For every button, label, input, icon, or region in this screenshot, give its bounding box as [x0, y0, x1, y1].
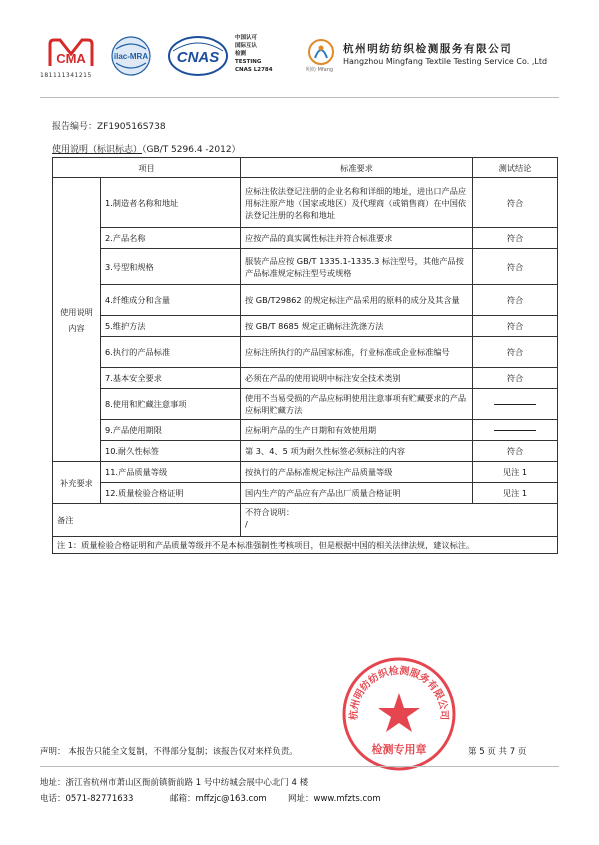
row-item: 2.产品名称	[101, 228, 241, 249]
table-header-row	[53, 158, 558, 178]
row-item: 7.基本安全要求	[101, 368, 241, 389]
row-requirement: 必须在产品的使用说明中标注安全技术类别	[241, 368, 473, 389]
cnas-line: 国际互认	[235, 43, 258, 49]
table-row	[53, 249, 558, 285]
company-name-cn: 杭州明纺纺织检测服务有限公司	[343, 43, 513, 55]
row-item: 1.制造者名称和地址	[101, 178, 241, 228]
row-requirement: 按 GB/T29862 的规定标注产品采用的原料的成分及其含量	[241, 285, 473, 316]
stamp-ring-text: 杭州明纺纺织检测服务有限公司	[348, 665, 450, 721]
inspection-table	[52, 157, 558, 554]
declaration: 声明： 本报告只能全文复制，不得部分复制；该报告仅对来样负责。	[40, 747, 298, 757]
ilac-logo-text: ilac-MRA	[113, 52, 149, 61]
note-row	[53, 537, 558, 554]
row-requirement: 应标注所执行的产品国家标准，行业标准或企业标准编号	[241, 337, 473, 368]
header-requirement: 标准要求	[241, 158, 473, 178]
row-item: 11.产品质量等级	[101, 462, 241, 483]
phone: 电话：0571-82771633	[40, 794, 134, 804]
cma-logo	[46, 36, 96, 70]
cnas-line: 检测	[235, 51, 247, 57]
row-result: 符合	[473, 228, 558, 249]
row-requirement: 服装产品应按 GB/T 1335.1-1335.3 标注型号，其他产品按产品标准规定标注型号或规格	[241, 249, 473, 285]
table-row	[53, 337, 558, 368]
row-result: 符合	[473, 337, 558, 368]
footer-divider	[40, 766, 559, 767]
remark-value-line: 不符合说明：	[245, 507, 295, 517]
row-requirement: 应标明产品的生产日期和有效使用期	[241, 420, 473, 441]
company-name-en: Hangzhou Mingfang Textile Testing Service Co. ,Ltd	[343, 57, 548, 66]
row-result: 符合	[473, 441, 558, 462]
header-result: 测试结论	[473, 158, 558, 178]
official-stamp	[340, 655, 458, 773]
remark-value	[241, 504, 558, 537]
row-item: 6.执行的产品标准	[101, 337, 241, 368]
cnas-line: 中国认可	[235, 35, 258, 41]
ilac-mra-logo	[104, 35, 158, 77]
group-label-instructions: 使用说明内容	[53, 178, 101, 462]
website: 网址：www.mfzts.com	[288, 794, 381, 804]
row-result: 符合	[473, 316, 558, 337]
section-title-standard: （GB/T 5296.4 -2012）	[142, 145, 241, 155]
group-label-supplementary: 补充要求	[53, 462, 101, 504]
contact-line	[40, 792, 381, 804]
row-requirement: 应按产品的真实属性标注并符合标准要求	[241, 228, 473, 249]
stamp-center-text: 检测专用章	[371, 743, 427, 756]
remark-value-line: /	[245, 519, 248, 529]
row-result: 符合	[473, 249, 558, 285]
table-row	[53, 483, 558, 504]
row-item: 10.耐久性标签	[101, 441, 241, 462]
email: 邮箱：mffzjc@163.com	[170, 794, 267, 804]
row-item: 5.维护方法	[101, 316, 241, 337]
page-number: 第 5 页 共 7 页	[468, 747, 527, 757]
table-row	[53, 368, 558, 389]
table-row	[53, 316, 558, 337]
row-result: 符合	[473, 368, 558, 389]
row-requirement: 使用不当易受损的产品应标明使用注意事项有贮藏要求的产品应标明贮藏方法	[241, 389, 473, 420]
table-row	[53, 462, 558, 483]
row-item: 9.产品使用期限	[101, 420, 241, 441]
row-result: 符合	[473, 285, 558, 316]
cma-logo-text: CMA	[56, 51, 86, 66]
remark-label: 备注	[53, 504, 241, 537]
header-item: 项目	[53, 158, 241, 178]
cnas-line: TESTING	[235, 59, 262, 65]
header-divider	[40, 97, 559, 98]
table-row	[53, 441, 558, 462]
table-row	[53, 228, 558, 249]
row-result: 见注 1	[473, 462, 558, 483]
cma-number: 181111341215	[40, 72, 92, 79]
table-row	[53, 420, 558, 441]
row-item: 12.质量检验合格证明	[101, 483, 241, 504]
table-row	[53, 285, 558, 316]
row-item: 3.号型和规格	[101, 249, 241, 285]
row-requirement: 第 3、4、5 项为耐久性标签必须标注的内容	[241, 441, 473, 462]
dash-mark	[494, 430, 536, 431]
mingfang-logo	[306, 38, 336, 66]
row-requirement: 国内生产的产品应有产品出厂质量合格证明	[241, 483, 473, 504]
row-item: 4.纤维成分和含量	[101, 285, 241, 316]
row-result	[473, 420, 558, 441]
note-text: 注 1：质量检验合格证明和产品质量等级并不是本标准强制性考核项目，但是根据中国的相关法律法规，建议标注。	[53, 537, 558, 554]
address: 地址：浙江省杭州市萧山区衙前镇衙前路 1 号中纺城会展中心北门 4 楼	[40, 778, 309, 788]
row-result	[473, 389, 558, 420]
dash-mark	[494, 404, 536, 405]
cnas-logo-text: CNAS	[176, 49, 220, 66]
report-number: 报告编号：ZF190516S738	[52, 122, 166, 132]
mingfang-logo-subtext: 明纺 Mfang	[306, 67, 334, 73]
section-title	[52, 142, 241, 155]
row-item: 8.使用和贮藏注意事项	[101, 389, 241, 420]
table-row	[53, 389, 558, 420]
row-result: 见注 1	[473, 483, 558, 504]
row-requirement: 按 GB/T 8685 规定正确标注洗涤方法	[241, 316, 473, 337]
row-requirement: 应标注依法登记注册的企业名称和详细的地址，进出口产品应用标注原产地（国家或地区）及代理商（或销售商）在中国依法登记注册的名称和地址	[241, 178, 473, 228]
remark-row	[53, 504, 558, 537]
section-title-main: 使用说明（标识标志）	[52, 145, 143, 155]
row-result: 符合	[473, 178, 558, 228]
cnas-line: CNAS L2784	[235, 67, 273, 73]
row-requirement: 按执行的产品标准规定标注产品质量等级	[241, 462, 473, 483]
table-row	[53, 178, 558, 228]
cnas-logo	[167, 35, 229, 77]
cnas-accreditation-text	[235, 34, 273, 74]
